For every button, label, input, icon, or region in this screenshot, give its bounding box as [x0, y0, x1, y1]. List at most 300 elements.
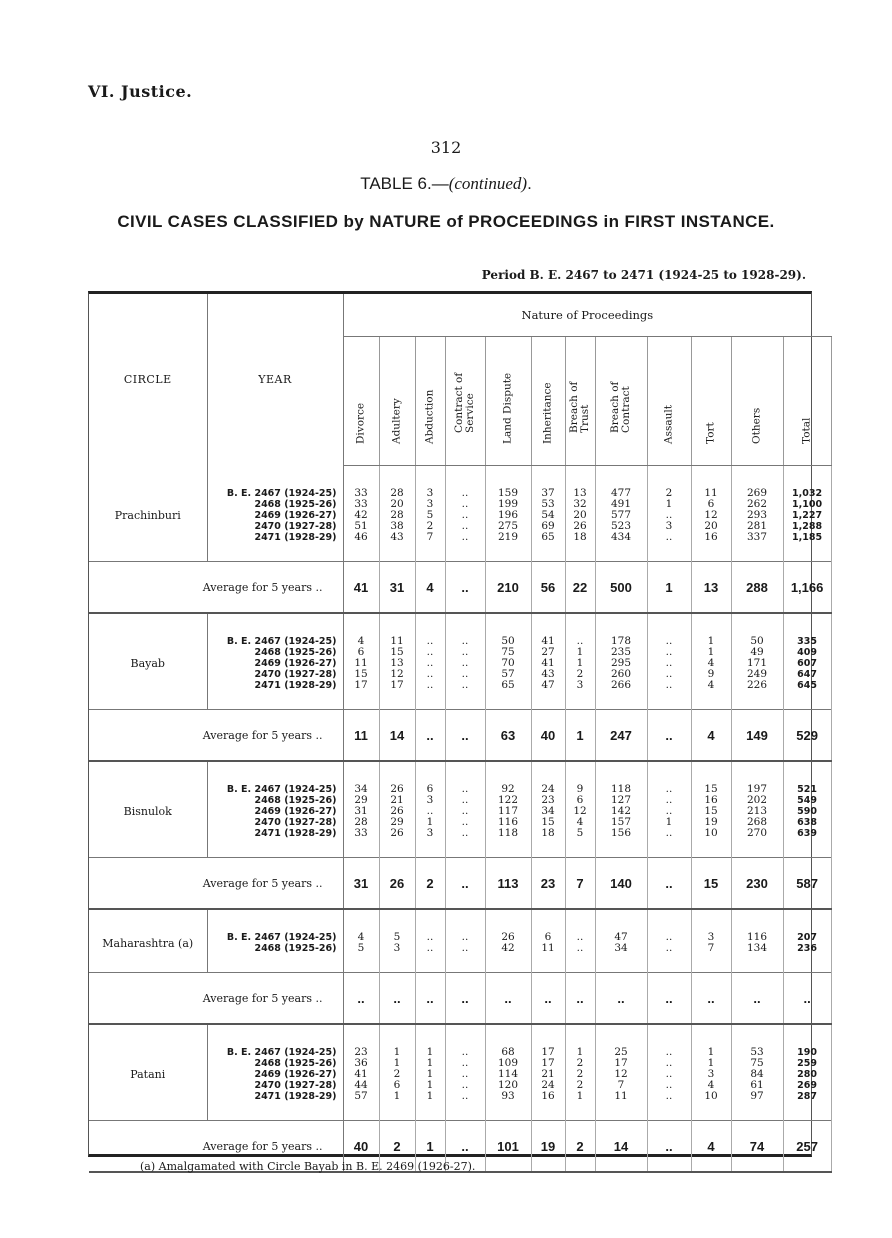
cell-value: 1,032 [792, 488, 823, 499]
average-value: .. [415, 710, 445, 762]
cell-value: 3 [426, 498, 434, 510]
cell-value: 9 [576, 783, 584, 795]
table-cell [783, 761, 831, 858]
table-cell [647, 909, 691, 973]
cell-value: 2 [576, 1068, 584, 1080]
cell-value: .. [461, 657, 469, 669]
cell-value: 27 [541, 646, 555, 658]
year-label: 2469 (1926-27) [254, 658, 337, 669]
average-value: .. [595, 973, 647, 1025]
cell-value: 68 [501, 1046, 515, 1058]
cell-value: 43 [390, 531, 404, 543]
cell-value: 36 [354, 1057, 368, 1069]
cell-value: 142 [610, 805, 632, 817]
cell-value: 43 [541, 668, 555, 680]
average-value: .. [691, 973, 731, 1025]
cell-value: 1 [576, 1046, 584, 1058]
cell-value: 434 [610, 531, 632, 543]
cell-value: 3 [426, 487, 434, 499]
cell-value: .. [461, 509, 469, 521]
year-label: 2471 (1928-29) [254, 1091, 337, 1102]
cell-value: 293 [746, 509, 768, 521]
cell-value: 70 [501, 657, 515, 669]
cell-value: .. [665, 1079, 673, 1091]
cell-value: 26 [573, 520, 587, 532]
average-value: 31 [343, 858, 379, 910]
cell-value: 219 [497, 531, 519, 543]
table-cell [565, 1024, 595, 1121]
column-header-contract-of-service [445, 337, 485, 466]
table-frame [88, 291, 824, 1157]
cell-value: 13 [573, 487, 587, 499]
cell-value: 295 [610, 657, 632, 669]
average-value: 14 [379, 710, 415, 762]
cell-value: 3 [393, 942, 401, 954]
cell-value: 44 [354, 1079, 368, 1091]
column-header-label: Abduction [423, 389, 436, 444]
cell-value: 37 [541, 487, 555, 499]
average-value: 22 [565, 562, 595, 614]
circle-name: Prachinburi [89, 466, 207, 562]
average-value: 529 [783, 710, 831, 762]
cell-value: .. [461, 1057, 469, 1069]
cell-value: 18 [541, 827, 555, 839]
cell-value: 607 [797, 658, 817, 669]
cell-value: 34 [614, 942, 628, 954]
cell-value: 1 [576, 646, 584, 658]
column-header-adultery [379, 337, 415, 466]
cell-value: 159 [497, 487, 519, 499]
cell-value: 1,288 [792, 521, 823, 532]
cell-value: 549 [797, 795, 817, 806]
average-value: 31 [379, 562, 415, 614]
cell-value: .. [461, 794, 469, 806]
cell-value: 15 [704, 805, 718, 817]
average-value: .. [485, 973, 531, 1025]
cell-value: 6 [426, 783, 434, 795]
average-row [89, 858, 831, 910]
average-value: .. [415, 973, 445, 1025]
cell-value: 28 [354, 816, 368, 828]
cell-value: 268 [746, 816, 768, 828]
circle-name: Bisnulok [89, 761, 207, 858]
cell-value: 4 [707, 679, 715, 691]
cell-value: 42 [501, 942, 515, 954]
cell-value: 20 [390, 498, 404, 510]
cell-value: 41 [541, 635, 555, 647]
average-value: 1 [647, 562, 691, 614]
average-value: 26 [379, 858, 415, 910]
cell-value: 280 [797, 1069, 817, 1080]
table-cell [343, 1024, 379, 1121]
year-list [207, 909, 343, 973]
main-title: CIVIL CASES CLASSIFIED by NATURE of PROCEEDINGS in FIRST INSTANCE. [117, 212, 775, 231]
cell-value: 6 [544, 931, 552, 943]
cell-value: 26 [501, 931, 515, 943]
cell-value: 50 [501, 635, 515, 647]
cell-value: 5 [576, 827, 584, 839]
cell-value: 1 [426, 816, 434, 828]
cell-value: 266 [610, 679, 632, 691]
cell-value: 7 [707, 942, 715, 954]
year-label: 2471 (1928-29) [254, 531, 337, 543]
cell-value: .. [461, 1090, 469, 1102]
cell-value: .. [461, 498, 469, 510]
cell-value: 16 [704, 794, 718, 806]
table-cell [531, 761, 565, 858]
cell-value: 178 [610, 635, 632, 647]
cell-value: .. [461, 827, 469, 839]
cell-value: 34 [541, 805, 555, 817]
period-label: Period B. E. 2467 to 2471 (1924-25 to 1928-29). [481, 268, 806, 282]
cell-value: 122 [497, 794, 519, 806]
cell-value: 281 [746, 520, 768, 532]
table-cell [783, 909, 831, 973]
cell-value: 6 [393, 1079, 401, 1091]
cell-value: .. [665, 531, 673, 543]
cell-value: .. [461, 668, 469, 680]
table-cell [485, 909, 531, 973]
table-cell [691, 1024, 731, 1121]
cell-value: 409 [797, 647, 817, 658]
cell-value: 53 [541, 498, 555, 510]
table-cell [691, 761, 731, 858]
cell-value: 9 [707, 668, 715, 680]
table-cell [445, 613, 485, 710]
cell-value: .. [461, 679, 469, 691]
year-label: 2469 (1926-27) [254, 509, 337, 521]
table-cell [647, 613, 691, 710]
cell-value: .. [665, 635, 673, 647]
cell-value: 49 [750, 646, 764, 658]
cell-value: .. [461, 931, 469, 943]
year-label: B. E. 2467 (1924-25) [226, 636, 337, 647]
table-cell [379, 466, 415, 562]
cell-value: .. [461, 531, 469, 543]
table-cell [531, 466, 565, 562]
cell-value: 15 [354, 668, 368, 680]
cell-value: 235 [610, 646, 632, 658]
cell-value: 3 [707, 1068, 715, 1080]
cell-value: .. [461, 635, 469, 647]
year-label: 2468 (1925-26) [254, 647, 337, 658]
year-header: YEAR [207, 294, 343, 466]
cell-value: .. [461, 805, 469, 817]
table-cell [379, 761, 415, 858]
average-value: .. [565, 973, 595, 1025]
cell-value: .. [665, 509, 673, 521]
year-label: 2470 (1927-28) [254, 817, 337, 828]
cell-value: .. [576, 931, 584, 943]
cell-value: 116 [497, 816, 519, 828]
cell-value: 47 [541, 679, 555, 691]
cell-value: 11 [614, 1090, 628, 1102]
cell-value: 15 [541, 816, 555, 828]
cell-value: .. [461, 1046, 469, 1058]
table-cell [343, 466, 379, 562]
table-cell [343, 909, 379, 973]
cell-value: .. [665, 942, 673, 954]
cell-value: 226 [746, 679, 768, 691]
average-value: 2 [379, 1121, 415, 1173]
cell-value: 6 [357, 646, 365, 658]
column-header-label: Tort [704, 422, 717, 444]
average-value: 63 [485, 710, 531, 762]
cell-value: .. [426, 942, 434, 954]
average-value: 40 [531, 710, 565, 762]
cell-value: 491 [610, 498, 632, 510]
cell-value: 10 [704, 827, 718, 839]
average-row [89, 973, 831, 1025]
average-value: .. [343, 973, 379, 1025]
circle-name: Patani [89, 1024, 207, 1121]
table-cell [647, 466, 691, 562]
year-label: 2468 (1925-26) [254, 1058, 337, 1069]
cell-value: 2 [426, 520, 434, 532]
cell-value: 54 [541, 509, 555, 521]
cell-value: 275 [497, 520, 519, 532]
cell-value: 17 [541, 1057, 555, 1069]
cell-value: 12 [390, 668, 404, 680]
cell-value: 335 [797, 636, 817, 647]
year-label: 2469 (1926-27) [254, 1069, 337, 1080]
average-value: 230 [731, 858, 783, 910]
average-value: 74 [731, 1121, 783, 1173]
table-row [89, 466, 831, 562]
cell-value: 26 [390, 805, 404, 817]
year-label: 2471 (1928-29) [254, 680, 337, 691]
cell-value: .. [665, 679, 673, 691]
year-label: 2468 (1925-26) [254, 795, 337, 806]
cell-value: .. [665, 805, 673, 817]
cell-value: 259 [797, 1058, 817, 1069]
cell-value: 69 [541, 520, 555, 532]
table-cell [783, 466, 831, 562]
year-label: 2470 (1927-28) [254, 1080, 337, 1091]
table-cell [485, 761, 531, 858]
cell-value: 638 [797, 817, 817, 828]
column-header-others [731, 337, 783, 466]
table-cell [531, 909, 565, 973]
table-cell [485, 466, 531, 562]
cell-value: 3 [426, 794, 434, 806]
average-label: Average for 5 years .. [89, 973, 343, 1025]
table-cell [485, 1024, 531, 1121]
average-value: .. [379, 973, 415, 1025]
table-cell [731, 466, 783, 562]
cell-value: 645 [797, 680, 817, 691]
column-header-breach-of-contract [595, 337, 647, 466]
year-label: 2471 (1928-29) [254, 828, 337, 839]
cell-value: 15 [704, 783, 718, 795]
cell-value: 26 [390, 783, 404, 795]
cell-value: 1 [707, 635, 715, 647]
cell-value: 114 [497, 1068, 519, 1080]
column-header-label: Others [750, 407, 763, 444]
average-value: 500 [595, 562, 647, 614]
cell-value: 3 [426, 827, 434, 839]
year-list [207, 1024, 343, 1121]
cell-value: 1 [426, 1046, 434, 1058]
cell-value: .. [665, 1090, 673, 1102]
table-cell [647, 761, 691, 858]
cell-value: 10 [704, 1090, 718, 1102]
table-cell [379, 613, 415, 710]
average-value: 40 [343, 1121, 379, 1173]
cell-value: 21 [390, 794, 404, 806]
cell-value: 647 [797, 669, 817, 680]
cell-value: 33 [354, 498, 368, 510]
average-value: 101 [485, 1121, 531, 1173]
year-list [207, 613, 343, 710]
average-value: 23 [531, 858, 565, 910]
average-value: 14 [595, 1121, 647, 1173]
cell-value: 202 [746, 794, 768, 806]
table-cell [783, 1024, 831, 1121]
table-cell [595, 466, 647, 562]
cell-value: 53 [750, 1046, 764, 1058]
cell-value: 196 [497, 509, 519, 521]
column-header-inheritance [531, 337, 565, 466]
average-value: 113 [485, 858, 531, 910]
cell-value: 213 [746, 805, 768, 817]
cell-value: 26 [390, 827, 404, 839]
circle-header: CIRCLE [89, 294, 207, 466]
average-value: 1 [565, 710, 595, 762]
cell-value: 28 [390, 509, 404, 521]
cell-value: 1 [393, 1090, 401, 1102]
cell-value: 270 [746, 827, 768, 839]
year-list [207, 761, 343, 858]
cell-value: .. [426, 679, 434, 691]
cell-value: 20 [704, 520, 718, 532]
cell-value: 120 [497, 1079, 519, 1091]
cell-value: 41 [354, 1068, 368, 1080]
average-value: 15 [691, 858, 731, 910]
average-value: .. [647, 858, 691, 910]
cell-value: .. [426, 931, 434, 943]
cell-value: .. [461, 487, 469, 499]
table-row [89, 613, 831, 710]
cell-value: 41 [541, 657, 555, 669]
cell-value: 1 [393, 1057, 401, 1069]
cell-value: 1 [707, 646, 715, 658]
cell-value: .. [665, 646, 673, 658]
cell-value: 4 [357, 931, 365, 943]
average-value: 2 [565, 1121, 595, 1173]
table-body [89, 466, 831, 1173]
cell-value: 97 [750, 1090, 764, 1102]
year-label: B. E. 2467 (1924-25) [226, 487, 337, 499]
cell-value: 1,100 [792, 499, 823, 510]
average-value: 4 [691, 1121, 731, 1173]
cell-value: 31 [354, 805, 368, 817]
cell-value: 1,227 [792, 510, 823, 521]
cell-value: 1 [426, 1090, 434, 1102]
average-value: .. [445, 562, 485, 614]
cell-value: 117 [497, 805, 519, 817]
table-cell [691, 613, 731, 710]
cell-value: .. [461, 520, 469, 532]
column-header-label: Breach of Trust [568, 381, 591, 433]
cell-value: .. [426, 805, 434, 817]
average-value: .. [647, 973, 691, 1025]
average-value: .. [647, 710, 691, 762]
column-header-total [783, 337, 831, 466]
table-cell [343, 613, 379, 710]
cell-value: 639 [797, 828, 817, 839]
column-header-label: Adultery [390, 398, 403, 444]
cell-value: 287 [797, 1091, 817, 1102]
cell-value: 1 [426, 1079, 434, 1091]
page-number: 312 [430, 138, 462, 157]
cell-value: 269 [797, 1080, 817, 1091]
table-cell [595, 613, 647, 710]
table-cell [445, 466, 485, 562]
cell-value: 11 [704, 487, 718, 499]
column-header-assault [647, 337, 691, 466]
cell-value: 50 [750, 635, 764, 647]
cell-value: 17 [614, 1057, 628, 1069]
cell-value: 65 [541, 531, 555, 543]
cell-value: 262 [746, 498, 768, 510]
cell-value: 29 [354, 794, 368, 806]
cell-value: .. [426, 646, 434, 658]
year-label: B. E. 2467 (1924-25) [226, 784, 337, 795]
average-row [89, 562, 831, 614]
cell-value: .. [665, 657, 673, 669]
cell-value: 61 [750, 1079, 764, 1091]
cell-value: 127 [610, 794, 632, 806]
cell-value: .. [576, 942, 584, 954]
average-row [89, 710, 831, 762]
average-value: 19 [531, 1121, 565, 1173]
column-header-breach-of-trust [565, 337, 595, 466]
circle-name: Bayab [89, 613, 207, 710]
table-cell [531, 613, 565, 710]
cell-value: 1 [426, 1068, 434, 1080]
year-list [207, 466, 343, 562]
cell-value: 11 [541, 942, 555, 954]
cell-value: .. [426, 635, 434, 647]
cell-value: 23 [541, 794, 555, 806]
table-cell [595, 1024, 647, 1121]
column-header-abduction [415, 337, 445, 466]
column-header-label: Contract of Service [453, 372, 476, 433]
average-label: Average for 5 years .. [89, 562, 343, 614]
average-label: Average for 5 years .. [89, 710, 343, 762]
average-value: .. [445, 973, 485, 1025]
cell-value: 2 [665, 487, 673, 499]
year-label: B. E. 2467 (1924-25) [226, 932, 337, 943]
cell-value: 134 [746, 942, 768, 954]
average-value: 7 [565, 858, 595, 910]
table-cell [415, 761, 445, 858]
year-label: 2469 (1926-27) [254, 806, 337, 817]
table-cell [485, 613, 531, 710]
cell-value: 92 [501, 783, 515, 795]
cell-value: 5 [357, 942, 365, 954]
average-value: 210 [485, 562, 531, 614]
circle-name: Maharashtra (a) [89, 909, 207, 973]
table-cell [445, 1024, 485, 1121]
table-cell [783, 613, 831, 710]
cell-value: 6 [707, 498, 715, 510]
cell-value: 75 [501, 646, 515, 658]
cell-value: .. [426, 668, 434, 680]
cell-value: 38 [390, 520, 404, 532]
column-header-label: Divorce [354, 402, 367, 444]
